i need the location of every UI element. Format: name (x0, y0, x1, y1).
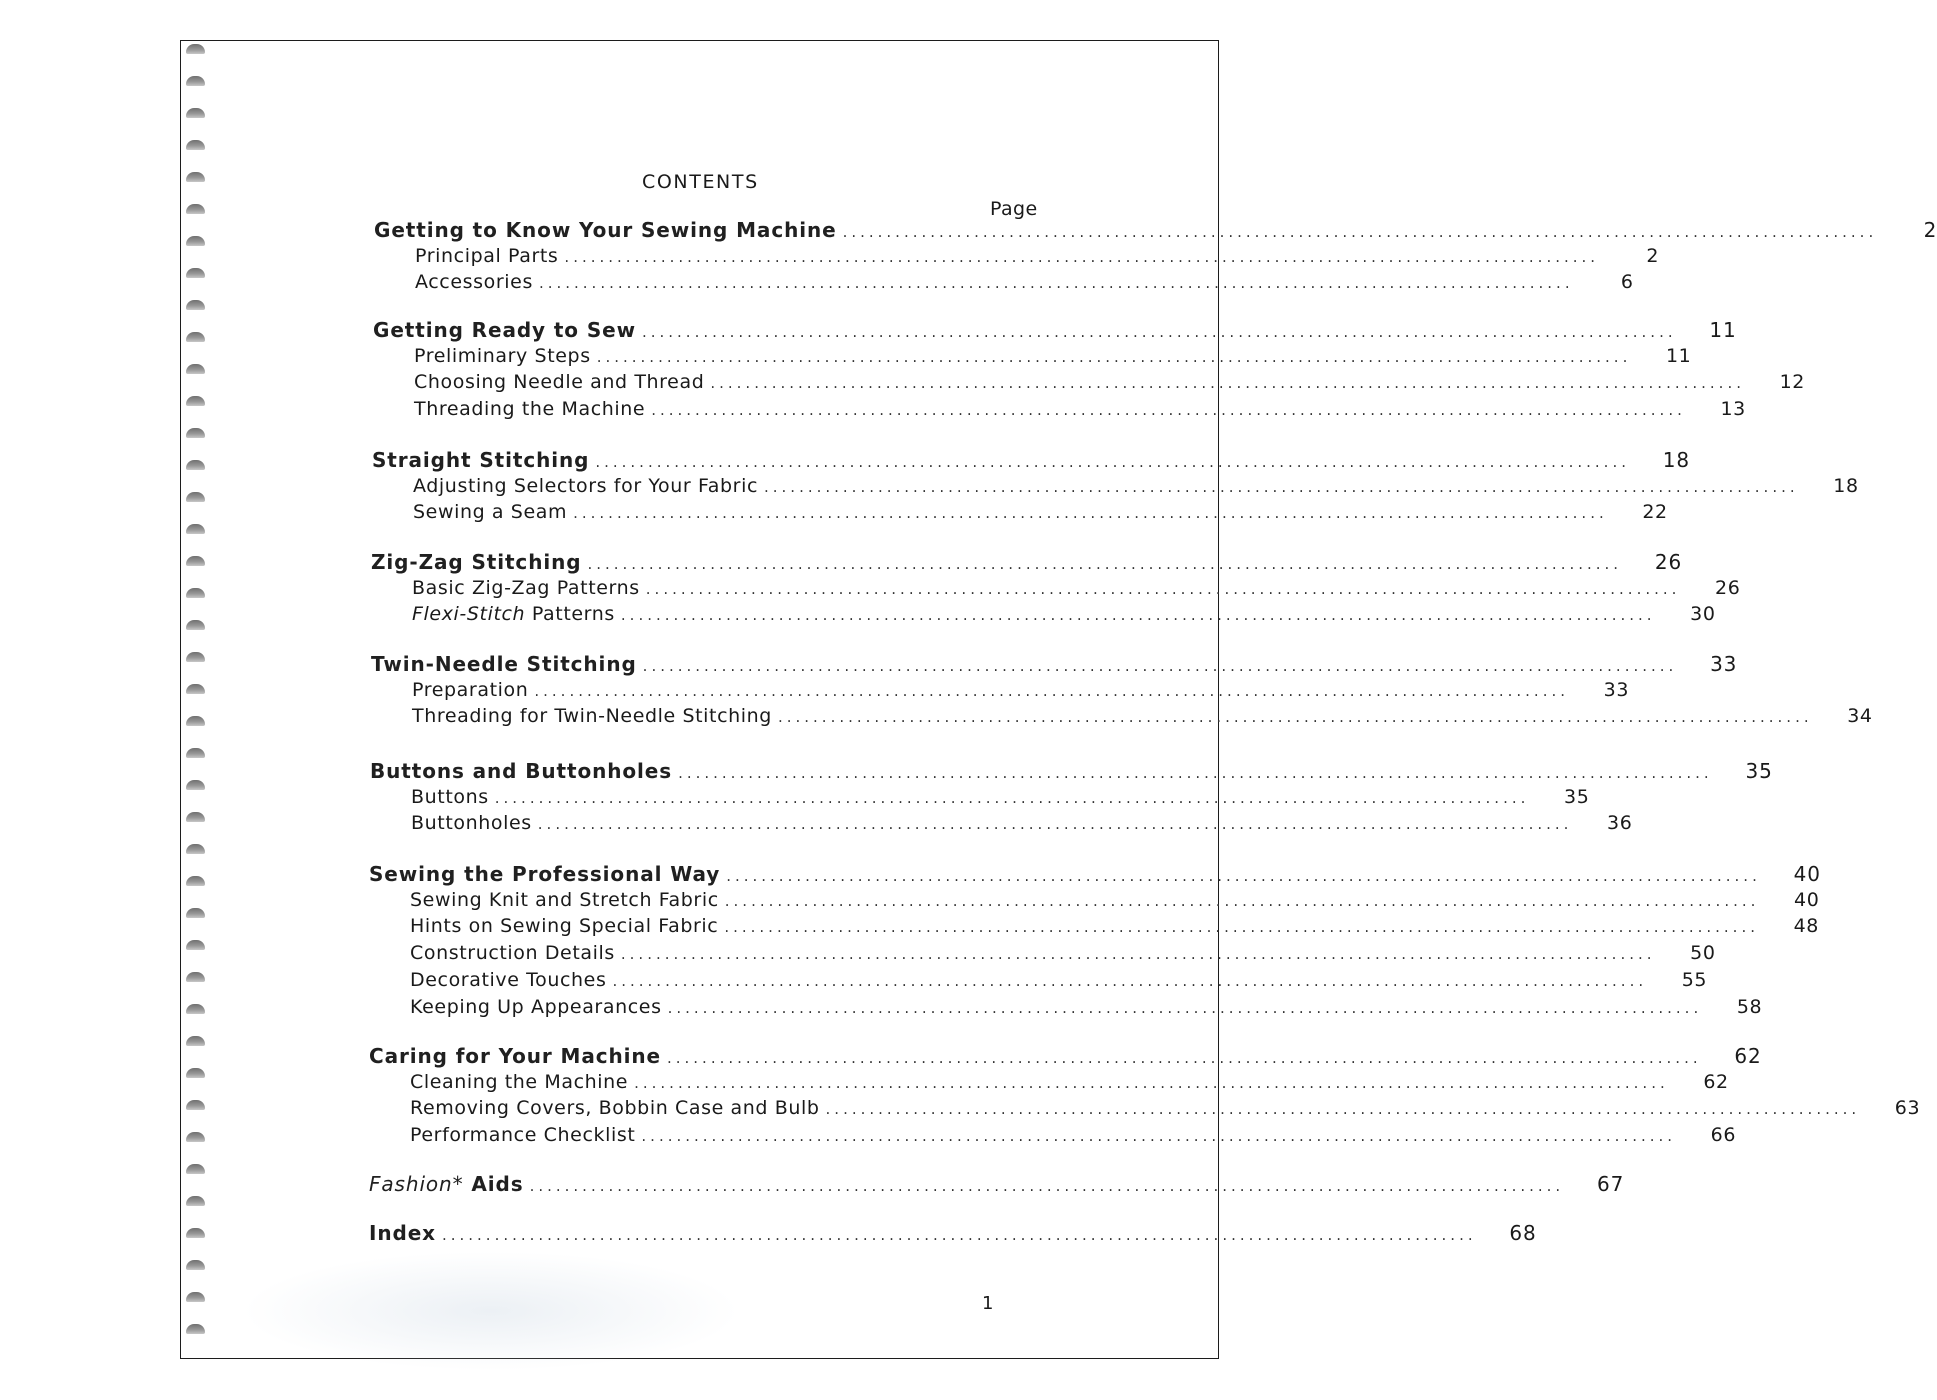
toc-item-title (412, 603, 621, 625)
toc-item-title-text: Threading for Twin-Needle Stitching (412, 705, 772, 728)
binding-ring (186, 716, 205, 726)
toc-item-title (410, 996, 668, 1018)
binding-ring (186, 748, 205, 758)
dot-leader: ...................................................................................................................... (538, 274, 1574, 293)
spiral-binding (186, 40, 210, 1359)
toc-section (369, 862, 1821, 890)
toc-section-title-text: Aids (463, 1172, 524, 1196)
dot-leader: ...................................................................................................................... (620, 945, 1656, 964)
toc-section-title (369, 1172, 530, 1196)
toc-section-title (369, 862, 726, 886)
binding-ring (186, 940, 205, 950)
toc-item-title (410, 1124, 641, 1146)
toc-item-page: 34 (1847, 705, 1873, 728)
binding-ring (186, 1164, 205, 1174)
page-column-label: Page (990, 198, 1038, 220)
toc-item (415, 244, 1660, 273)
toc-item (410, 915, 1819, 943)
binding-ring (186, 556, 205, 566)
toc-item-title-text: Adjusting Selectors for Your Fabric (413, 474, 758, 497)
toc-item-page: 36 (1607, 812, 1633, 835)
dot-leader: ...................................................................................................................... (764, 477, 1799, 496)
binding-ring (186, 588, 205, 598)
toc-section-page: 40 (1793, 862, 1821, 886)
binding-ring (186, 1292, 205, 1302)
toc-item (412, 705, 1873, 733)
toc-item-title-text: Patterns (525, 603, 615, 626)
dot-leader: ...................................................................................................................... (595, 453, 1630, 471)
binding-ring (186, 1068, 205, 1078)
toc-section-page: 33 (1710, 652, 1738, 676)
binding-ring (186, 1132, 205, 1142)
toc-item-title-text: Threading the Machine (414, 398, 646, 421)
toc-item-page: 58 (1736, 995, 1763, 1018)
toc-section-page: 35 (1745, 759, 1773, 783)
toc-section (374, 218, 1937, 246)
page-shadow (241, 1251, 741, 1371)
contents-heading: CONTENTS (642, 171, 759, 193)
toc-item-title-text: Accessories (415, 271, 533, 294)
toc-item-page: 2 (1646, 244, 1660, 267)
toc-section-title-text: Straight Stitching (372, 448, 590, 472)
dot-leader: ...................................................................................................................... (651, 401, 1686, 420)
dot-leader: ...................................................................................................................... (724, 918, 1759, 937)
toc-item (411, 812, 1633, 840)
dot-leader: ...................................................................................................................... (842, 223, 1878, 241)
toc-section-title-text: Index (369, 1221, 436, 1245)
toc-item-title (412, 577, 646, 599)
dot-leader: ...................................................................................................................... (620, 606, 1656, 625)
binding-ring (186, 140, 205, 150)
toc-item (410, 888, 1820, 917)
toc-item (410, 1124, 1737, 1152)
dot-leader: ...................................................................................................................... (666, 1049, 1702, 1067)
toc-item (415, 271, 1634, 299)
toc-item (413, 474, 1859, 503)
dot-leader: ...................................................................................................................... (825, 1100, 1861, 1119)
toc-item-page: 6 (1620, 271, 1634, 294)
toc-section-title (371, 652, 643, 676)
binding-ring (186, 780, 205, 790)
toc-item (414, 371, 1805, 399)
toc-item-title (410, 1097, 826, 1119)
toc-section-title (372, 448, 595, 472)
toc-item-page: 66 (1710, 1124, 1737, 1147)
toc-item (414, 398, 1746, 426)
toc-item (412, 678, 1630, 707)
toc-item-title-text: Removing Covers, Bobbin Case and Bulb (410, 1097, 820, 1120)
toc-section-title-text: Twin-Needle Stitching (371, 652, 637, 676)
toc-item-title-text: Preliminary Steps (414, 344, 591, 367)
toc-item-title-text: Choosing Needle and Thread (414, 371, 705, 394)
binding-ring (186, 652, 205, 662)
toc-item-title (415, 245, 564, 267)
dot-leader: ...................................................................................................................... (667, 998, 1703, 1017)
toc-section-page: 67 (1596, 1172, 1625, 1196)
toc-section-title-text: Buttons and Buttonholes (370, 759, 673, 783)
toc-section (372, 448, 1690, 476)
binding-ring (186, 876, 205, 886)
binding-ring (186, 620, 205, 630)
toc-item-title (413, 501, 573, 523)
toc-item (411, 785, 1590, 814)
toc-section-title-text: Caring for Your Machine (369, 1044, 661, 1068)
toc-section (369, 1221, 1537, 1249)
toc-section (369, 1172, 1625, 1200)
toc-section-page: 62 (1734, 1044, 1762, 1068)
binding-ring (186, 1004, 205, 1014)
toc-item (412, 603, 1716, 631)
binding-ring (186, 172, 205, 182)
toc-item-page: 62 (1703, 1070, 1729, 1093)
page-number: 1 (982, 1293, 994, 1314)
toc-item (410, 995, 1763, 1024)
binding-ring (186, 1324, 205, 1334)
binding-ring (186, 44, 205, 54)
dot-leader: ...................................................................................................................... (641, 323, 1677, 341)
dot-leader: ...................................................................................................................... (564, 247, 1600, 266)
toc-item-page: 13 (1720, 398, 1746, 421)
toc-section-title (371, 550, 587, 574)
dot-leader: ...................................................................................................................... (642, 657, 1678, 675)
toc-item-title-italic: Flexi-Stitch (412, 603, 526, 626)
toc-item-title-text: Decorative Touches (410, 968, 607, 991)
toc-item-title (411, 812, 538, 834)
toc-section-page: 2 (1923, 218, 1937, 242)
dot-leader: ...................................................................................................................... (612, 971, 1648, 990)
toc-item-title-text: Buttons (411, 785, 489, 808)
dot-leader: ...................................................................................................................... (494, 788, 1530, 807)
binding-ring (186, 1196, 205, 1206)
toc-section-title-text: Getting Ready to Sew (373, 318, 636, 342)
toc-item-title-text: Principal Parts (415, 244, 559, 267)
toc-item-title (414, 371, 710, 393)
dot-leader: ...................................................................................................................... (724, 891, 1760, 910)
binding-ring (186, 844, 205, 854)
binding-ring (186, 492, 205, 502)
toc-item-title (414, 398, 651, 420)
binding-ring (186, 812, 205, 822)
dot-leader: ...................................................................................................................... (537, 815, 1573, 834)
toc-item-title-text: Sewing a Seam (413, 501, 568, 524)
dot-leader: ...................................................................................................................... (534, 681, 1570, 700)
toc-item-page: 26 (1715, 576, 1741, 599)
toc-item-page: 63 (1894, 1097, 1921, 1120)
dot-leader: ...................................................................................................................... (529, 1177, 1565, 1195)
toc-item-page: 40 (1794, 888, 1820, 911)
toc-item-title (415, 271, 539, 293)
toc-item (410, 942, 1716, 970)
toc-item-title (410, 889, 725, 911)
toc-section-title (370, 759, 678, 783)
binding-ring (186, 460, 205, 470)
toc-item-title (412, 705, 778, 727)
binding-ring (186, 428, 205, 438)
toc-section-title (374, 218, 843, 242)
toc-section-title-text: Getting to Know Your Sewing Machine (374, 218, 837, 242)
toc-section-title (369, 1044, 667, 1068)
dot-leader: ...................................................................................................................... (573, 504, 1608, 523)
binding-ring (186, 396, 205, 406)
toc-item-title-text: Performance Checklist (410, 1124, 636, 1147)
toc-item-title (412, 679, 534, 701)
binding-ring (186, 332, 205, 342)
toc-item-title (410, 1071, 634, 1093)
dot-leader: ...................................................................................................................... (726, 867, 1761, 885)
toc-section (371, 652, 1738, 680)
toc-section-page: 68 (1509, 1221, 1537, 1245)
binding-ring (186, 76, 205, 86)
dot-leader: ...................................................................................................................... (596, 347, 1632, 366)
binding-ring (186, 908, 205, 918)
toc-item (410, 968, 1708, 997)
toc-item-title (414, 345, 597, 367)
toc-item-title-text: Basic Zig-Zag Patterns (412, 576, 640, 599)
toc-item-page: 48 (1793, 915, 1819, 938)
toc-item-title-text: Sewing Knit and Stretch Fabric (410, 888, 719, 911)
toc-item-title-text: Cleaning the Machine (410, 1070, 629, 1093)
binding-ring (186, 972, 205, 982)
toc-item-title (410, 942, 621, 964)
toc-item-page: 11 (1665, 344, 1692, 367)
toc-section-title (373, 318, 642, 342)
binding-ring (186, 684, 205, 694)
dot-leader: ...................................................................................................................... (777, 708, 1813, 727)
toc-item-title-text: Buttonholes (411, 812, 532, 835)
toc-section-title-italic: Fashion* (369, 1172, 464, 1196)
toc-section (371, 550, 1683, 578)
toc-item-page: 35 (1564, 785, 1590, 808)
dot-leader: ...................................................................................................................... (634, 1073, 1669, 1092)
binding-ring (186, 300, 205, 310)
toc-section-title (369, 1221, 442, 1245)
binding-ring (186, 1036, 205, 1046)
binding-ring (186, 108, 205, 118)
toc-item-title (410, 915, 724, 937)
binding-ring (186, 1260, 205, 1270)
binding-ring (186, 524, 205, 534)
toc-item-title-text: Hints on Sewing Special Fabric (410, 915, 719, 938)
dot-leader: ...................................................................................................................... (641, 1127, 1677, 1146)
toc-section (373, 318, 1737, 346)
binding-ring (186, 1228, 205, 1238)
toc-section-page: 18 (1662, 448, 1690, 472)
dot-leader: ...................................................................................................................... (441, 1226, 1477, 1244)
toc-item (410, 1097, 1921, 1125)
toc-item-title-text: Keeping Up Appearances (410, 995, 662, 1018)
binding-ring (186, 364, 205, 374)
toc-section-title-text: Sewing the Professional Way (369, 862, 721, 886)
toc-section (369, 1044, 1762, 1072)
toc-item-page: 33 (1603, 678, 1630, 701)
toc-item-page: 18 (1833, 474, 1859, 497)
binding-ring (186, 204, 205, 214)
dot-leader: ...................................................................................................................... (678, 764, 1713, 782)
toc-item (413, 501, 1668, 529)
toc-item-page: 30 (1690, 603, 1716, 626)
toc-item-title (411, 786, 495, 808)
dot-leader: ...................................................................................................................... (587, 555, 1623, 573)
binding-ring (186, 1100, 205, 1110)
toc-item-page: 50 (1690, 942, 1716, 965)
toc-item-page: 22 (1642, 501, 1668, 524)
toc-item-page: 12 (1779, 371, 1805, 394)
toc-item (414, 344, 1692, 373)
dot-leader: ...................................................................................................................... (710, 374, 1745, 393)
toc-item-page: 55 (1681, 968, 1708, 991)
toc-section-page: 11 (1709, 318, 1737, 342)
binding-ring (186, 236, 205, 246)
toc-item-title (413, 475, 764, 497)
toc-item (412, 576, 1741, 605)
toc-section-page: 26 (1654, 550, 1683, 574)
toc-item-title-text: Construction Details (410, 942, 615, 965)
toc-section (370, 759, 1773, 787)
toc-item-title (410, 969, 612, 991)
toc-item (410, 1070, 1729, 1099)
toc-item-title-text: Preparation (412, 678, 529, 701)
toc-section-title-text: Zig-Zag Stitching (371, 550, 582, 574)
dot-leader: ...................................................................................................................... (645, 579, 1681, 598)
binding-ring (186, 268, 205, 278)
